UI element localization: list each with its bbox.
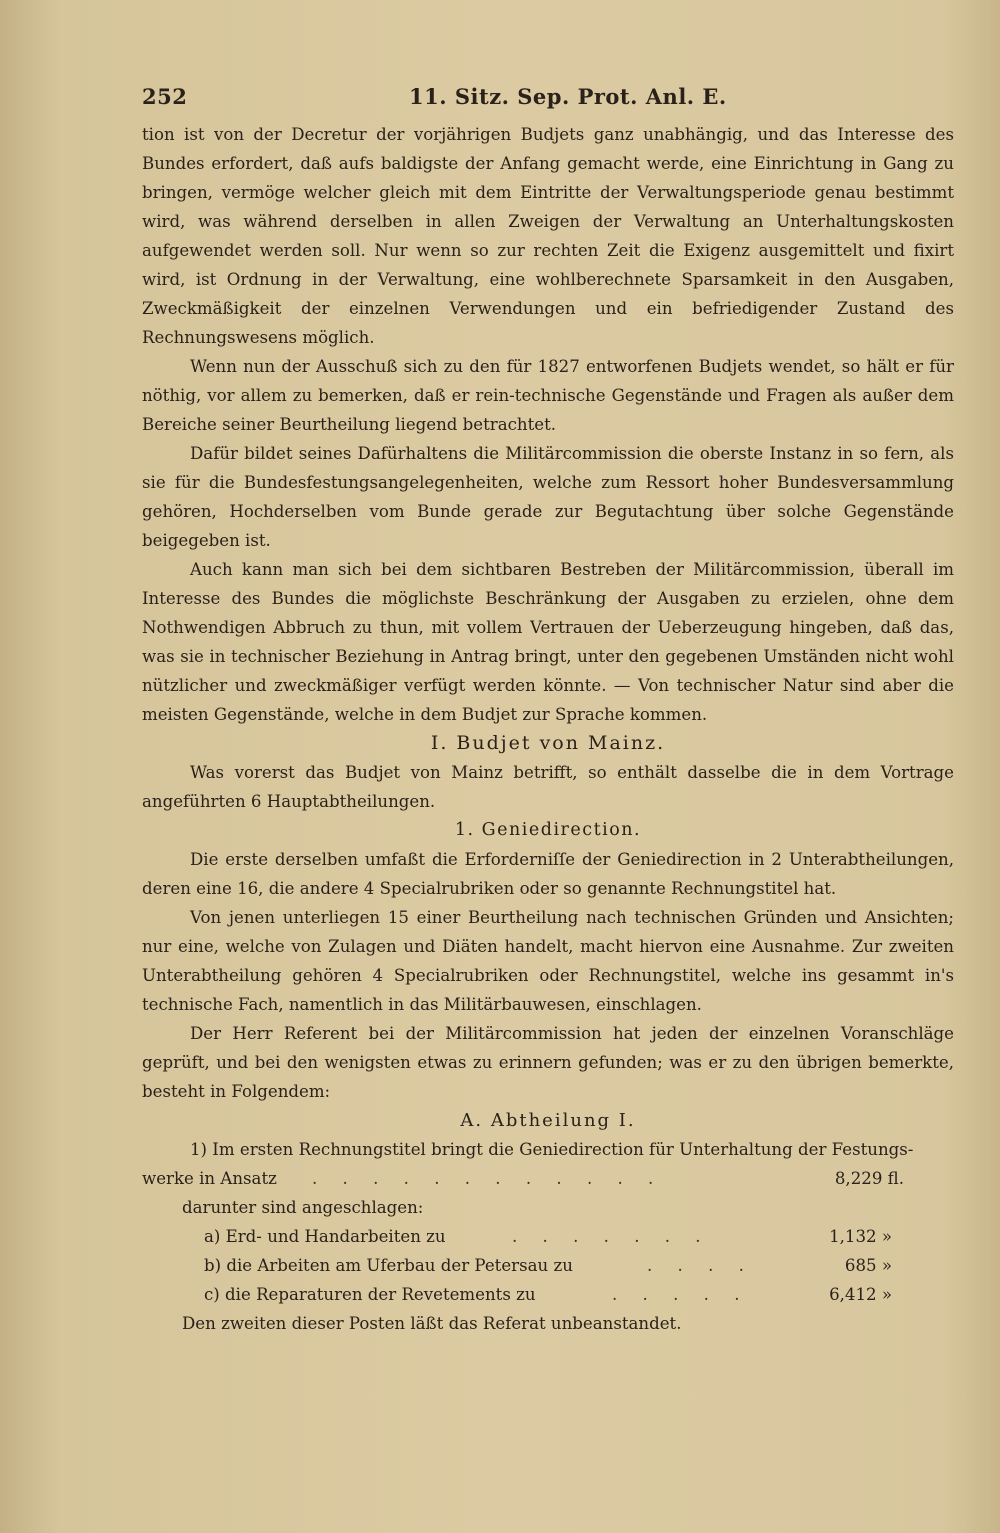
subitem-amount: 685 »: [844, 1256, 892, 1275]
subitem-amount: 1,132 »: [829, 1227, 892, 1246]
subsection-heading: A. Abtheilung I.: [460, 1110, 636, 1131]
paragraph: tion ist von der Decretur der vorjährigen Budjets ganz unabhängig, und das Interesse des Bundes erfordert, daß aufs baldigste der Anfang gemacht werde, eine Einrichtung in Gang zu bringen, vermöge welcher gleich mit dem Eintritte der Verwaltungsperiode genau bestimmt wird, was während derselben in allen Zweigen der Verwaltung an Unterhaltungskosten aufgewendet werden soll. Nur wenn so zur rechten Zeit die Exigenz ausgemittelt und fixirt wird, ist Ordnung in der Verwaltung, eine wohlberechnete Sparsamkeit in den Ausgaben, Zweckmäßigkeit der einzelnen Verwendungen und ein befriedigender Zustand des Rechnungswesens möglich.: [142, 125, 954, 347]
leader-dots: . . . . . . .: [512, 1227, 711, 1246]
subitem-row: [142, 1222, 954, 1251]
section-heading-mainz: I. Budjet von Mainz.: [430, 732, 666, 754]
item-label: werke in Ansatz: [142, 1169, 277, 1188]
subitem-amount: 6,412 »: [829, 1285, 892, 1304]
leader-dots: . . . . .: [612, 1285, 750, 1304]
list-intro: darunter sind angeschlagen:: [182, 1198, 424, 1217]
paragraph: Wenn nun der Ausschuß sich zu den für 1827 entworfenen Budjets wendet, so hält er für nöthig, vor allem zu bemerken, daß er rein-technische Gegenstände und Fragen als außer dem Bereiche seiner Beurtheilung liegend betrachtet.: [142, 357, 954, 434]
subitem-row: [142, 1280, 954, 1309]
closing-sentence: Den zweiten dieser Posten läßt das Referat unbeanstandet.: [182, 1314, 682, 1333]
paragraph: Die erste derselben umfaßt die Erforderniſſe der Geniedirection in 2 Unterabtheilungen, deren eine 16, die andere 4 Specialrubriken oder so genannte Rechnungstitel hat.: [142, 850, 954, 898]
section-heading-geniedirection: 1. Geniedirection.: [454, 820, 642, 840]
leader-dots: . . . .: [647, 1256, 754, 1275]
leader-dots: . . . . . . . . . . . .: [312, 1169, 664, 1188]
paragraph: Von jenen unterliegen 15 einer Beurtheilung nach technischen Gründen und Ansichten; nur eine, welche von Zulagen und Diäten handelt, macht hiervon eine Ausnahme. Zur zweiten Unterabtheilung gehören 4 Specialrubriken oder Rechnungstitel, welche ins gesammt in's technische Fach, namentlich in das Militärbauwesen, einschlagen.: [142, 908, 954, 1014]
item-line: 1) Im ersten Rechnungstitel bringt die Geniedirection für Unterhaltung der Festungs-: [190, 1140, 914, 1159]
paragraph: Was vorerst das Budjet von Mainz betrifft, so enthält dasselbe die in dem Vortrage angeführten 6 Hauptabtheilungen.: [142, 763, 954, 811]
running-head: 11. Sitz. Sep. Prot. Anl. E.: [409, 84, 727, 109]
page-header: [142, 84, 882, 118]
subitem-row: [142, 1251, 954, 1280]
item-amount: 8,229 fl.: [834, 1169, 904, 1188]
subitem-label: b) die Arbeiten am Uferbau der Petersau zu: [204, 1256, 573, 1275]
page-number: 252: [142, 84, 188, 109]
page-body: [142, 120, 954, 1338]
paragraph: Dafür bildet seines Dafürhaltens die Militärcommission die oberste Instanz in so fern, als sie für die Bundesfestungsangelegenheiten, welche zum Ressort hoher Bundesversammlung gehören, Hochderselben vom Bunde gerade zur Begutachtung über solche Gegenstände beigegeben ist.: [142, 444, 954, 550]
subitem-label: a) Erd- und Handarbeiten zu: [204, 1227, 446, 1246]
item-total-row: [142, 1164, 954, 1193]
subitem-label: c) die Reparaturen der Revetements zu: [204, 1285, 536, 1304]
paragraph: Der Herr Referent bei der Militärcommission hat jeden der einzelnen Voranschläge geprüft, und bei den wenigsten etwas zu erinnern gefunden; was er zu den übrigen bemerkte, besteht in Folgendem:: [142, 1024, 954, 1101]
paragraph: Auch kann man sich bei dem sichtbaren Bestreben der Militärcommission, überall im Interesse des Bundes die möglichste Beschränkung der Ausgaben zu erzielen, ohne dem Nothwendigen Abbruch zu thun, mit vollem Vertrauen der Ueberzeugung hingeben, daß das, was sie in technischer Beziehung in Antrag bringt, unter den gegebenen Umständen nicht wohl nützlicher und zweckmäßiger verfügt werden könnte. — Von technischer Natur sind aber die meisten Gegenstände, welche in dem Budjet zur Sprache kommen.: [142, 560, 954, 724]
